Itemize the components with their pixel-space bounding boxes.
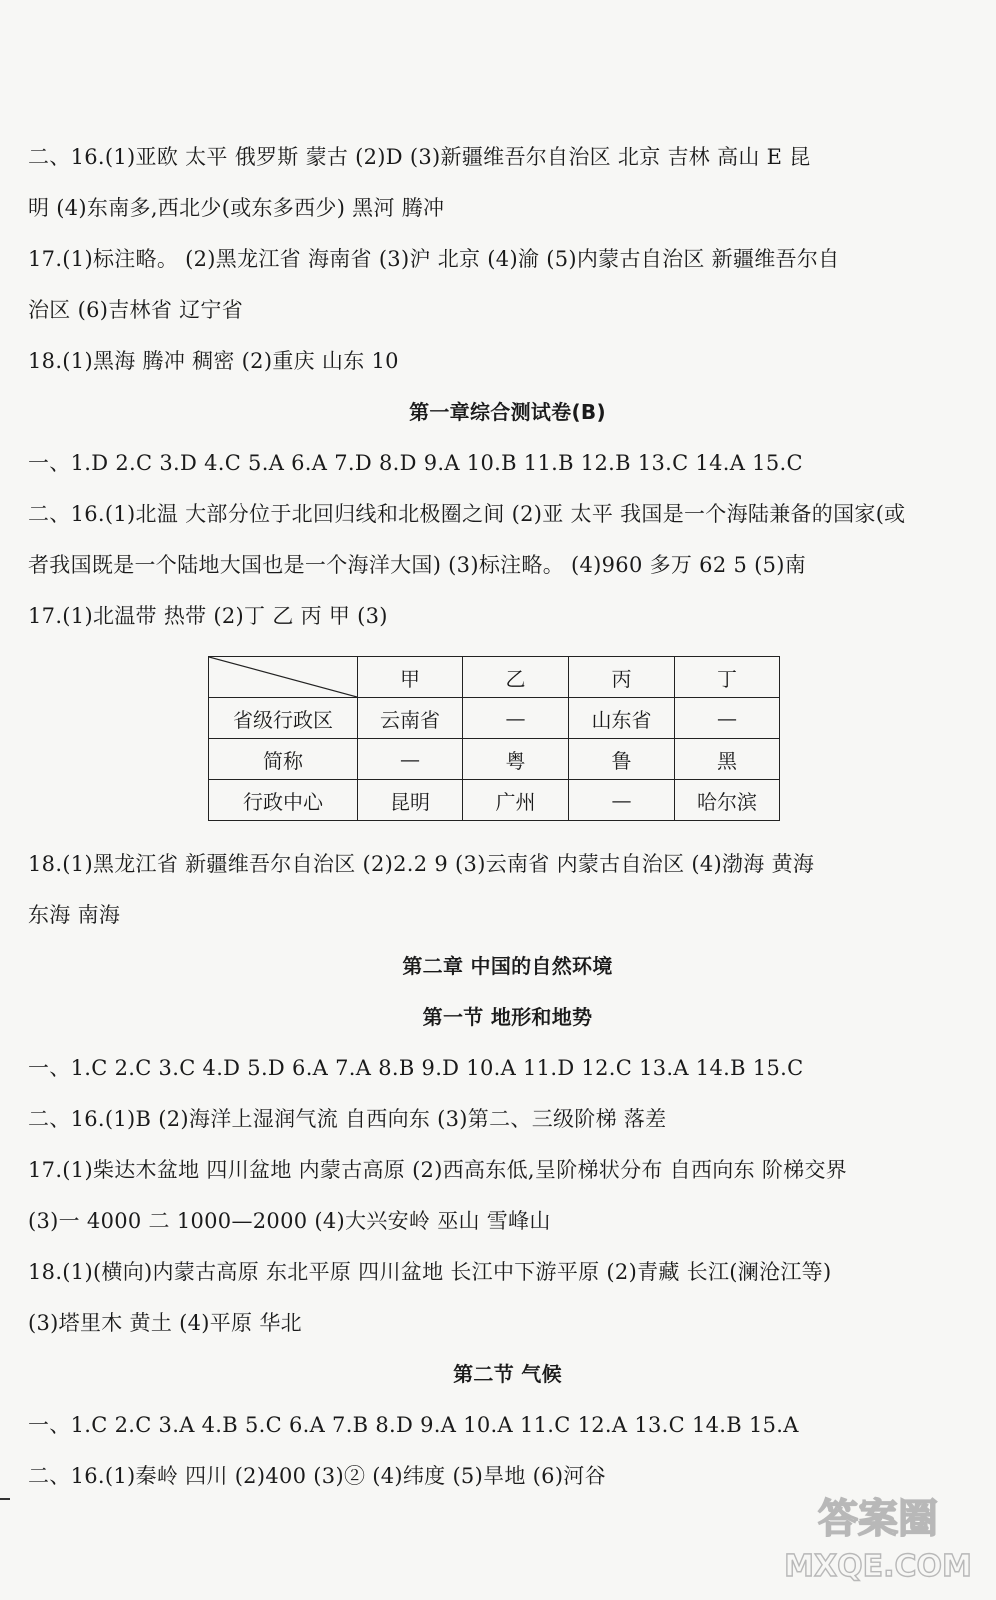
text-line: 东海 南海 xyxy=(28,903,121,927)
table-row xyxy=(209,780,780,821)
text-line: 明 (4)东南多,西北少(或东多西少) 黑河 腾冲 xyxy=(28,196,445,220)
table-row xyxy=(209,739,780,780)
section-heading: 第二节 气候 xyxy=(453,1362,562,1386)
text-line: 18.(1)黑龙江省 新疆维吾尔自治区 (2)2.2 9 (3)云南省 内蒙古自治区 (4)渤海 黄海 xyxy=(28,852,815,876)
table-cell: — xyxy=(463,698,569,739)
table-header-cell: 丙 xyxy=(569,657,675,698)
answer-page xyxy=(28,132,973,1502)
text-line: 治区 (6)吉林省 辽宁省 xyxy=(28,298,243,322)
table-cell: 省级行政区 xyxy=(209,698,358,739)
table-header-row xyxy=(209,657,780,698)
table-cell: — xyxy=(569,780,675,821)
text-line: 17.(1)标注略。 (2)黑龙江省 海南省 (3)沪 北京 (4)渝 (5)内蒙古自治区 新疆维吾尔自 xyxy=(28,247,840,271)
table-cell: 粤 xyxy=(463,739,569,780)
text-line: 二、16.(1)秦岭 四川 (2)400 (3)② (4)纬度 (5)旱地 (6)河谷 xyxy=(28,1464,606,1488)
text-line: 18.(1)黑海 腾冲 稠密 (2)重庆 山东 10 xyxy=(28,349,399,373)
table-cell: 行政中心 xyxy=(209,780,358,821)
table-cell: — xyxy=(358,739,463,780)
watermark-top-text: 答案圈 xyxy=(818,1496,938,1542)
watermark-bottom-text: MXQE.COM xyxy=(784,1549,972,1584)
text-line: 17.(1)柴达木盆地 四川盆地 内蒙古高原 (2)西高东低,呈阶梯状分布 自西向东 阶梯交界 xyxy=(28,1158,848,1182)
text-line: 17.(1)北温带 热带 (2)丁 乙 丙 甲 (3) xyxy=(28,604,388,628)
text-line: 者我国既是一个陆地大国也是一个海洋大国) (3)标注略。 (4)960 多万 62 5 (5)南 xyxy=(28,553,807,577)
section-heading: 第一节 地形和地势 xyxy=(422,1005,593,1029)
table-cell: 昆明 xyxy=(358,780,463,821)
chapter-heading: 第二章 中国的自然环境 xyxy=(402,954,613,978)
table-header-cell: 乙 xyxy=(463,657,569,698)
table-header-cell: 甲 xyxy=(358,657,463,698)
diagonal-line-icon xyxy=(209,657,357,697)
table-corner-cell xyxy=(209,657,358,698)
text-line: 二、16.(1)B (2)海洋上湿润气流 自西向东 (3)第二、三级阶梯 落差 xyxy=(28,1107,667,1131)
table-header-cell: 丁 xyxy=(675,657,780,698)
table-cell: 广州 xyxy=(463,780,569,821)
text-line: (3)塔里木 黄土 (4)平原 华北 xyxy=(28,1311,302,1335)
table-cell: — xyxy=(675,698,780,739)
text-line: 二、16.(1)北温 大部分位于北回归线和北极圈之间 (2)亚 太平 我国是一个海陆兼备的国家(或 xyxy=(28,502,906,526)
table-cell: 黑 xyxy=(675,739,780,780)
text-line: (3)一 4000 二 1000—2000 (4)大兴安岭 巫山 雪峰山 xyxy=(28,1209,551,1233)
text-line: 一、1.C 2.C 3.A 4.B 5.C 6.A 7.B 8.D 9.A 10.A 11.C 12.A 13.C 14.B 15.A xyxy=(28,1413,799,1437)
text-line: 18.(1)(横向)内蒙古高原 东北平原 四川盆地 长江中下游平原 (2)青藏 长江(澜沧江等) xyxy=(28,1260,832,1284)
table-cell: 鲁 xyxy=(569,739,675,780)
text-line: 一、1.C 2.C 3.C 4.D 5.D 6.A 7.A 8.B 9.D 10.A 11.D 12.C 13.A 14.B 15.C xyxy=(28,1056,804,1080)
watermark-icon xyxy=(778,1480,978,1590)
text-line: 二、16.(1)亚欧 太平 俄罗斯 蒙古 (2)D (3)新疆维吾尔自治区 北京 吉林 高山 E 昆 xyxy=(28,145,811,169)
section-heading-test-b: 第一章综合测试卷(B) xyxy=(409,400,606,424)
text-line: 一、1.D 2.C 3.D 4.C 5.A 6.A 7.D 8.D 9.A 10.B 11.B 12.B 13.C 14.A 15.C xyxy=(28,451,803,475)
table-cell: 哈尔滨 xyxy=(675,780,780,821)
province-table xyxy=(208,656,780,821)
table-cell: 简称 xyxy=(209,739,358,780)
watermark-logo xyxy=(778,1480,978,1590)
table-row xyxy=(209,698,780,739)
table-cell: 云南省 xyxy=(358,698,463,739)
page-edge-mark xyxy=(0,1498,10,1500)
table-cell: 山东省 xyxy=(569,698,675,739)
